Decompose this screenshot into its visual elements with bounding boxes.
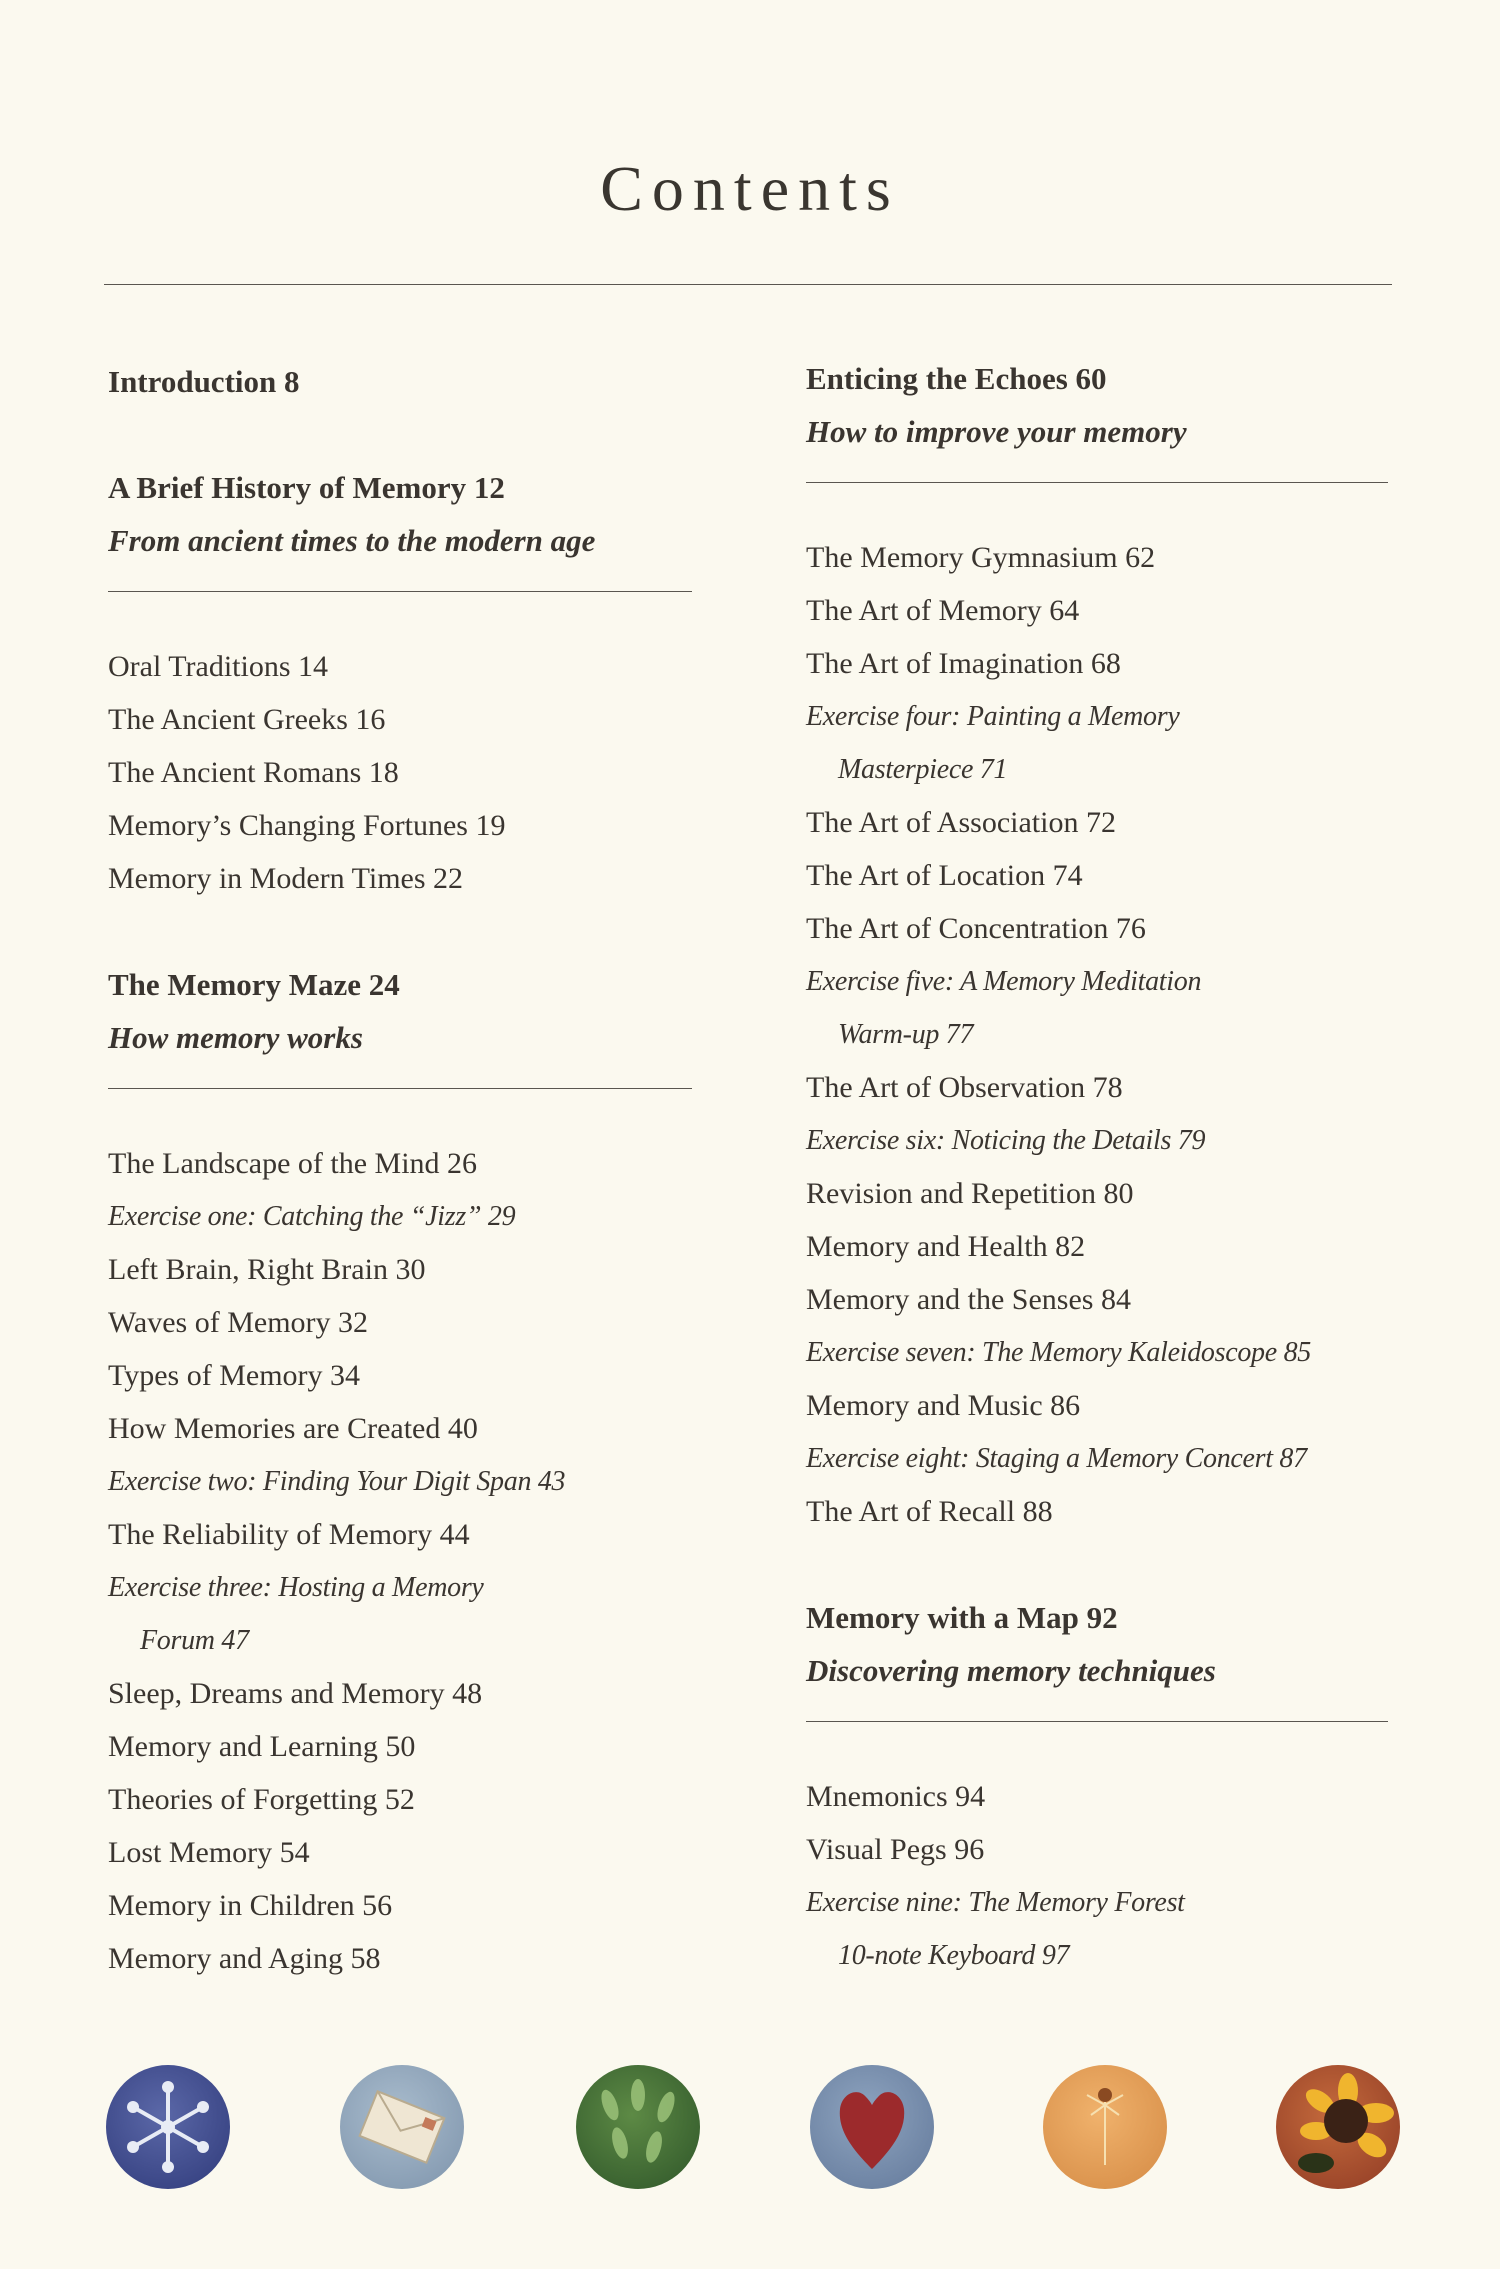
page-title: Contents xyxy=(600,153,900,224)
section-title[interactable]: The Memory Maze 24 xyxy=(108,967,400,1002)
toc-entry[interactable]: Memory and the Senses 84 xyxy=(806,1283,1131,1316)
toc-entry[interactable]: The Art of Recall 88 xyxy=(806,1495,1053,1528)
sunflower-icon xyxy=(1276,2065,1400,2189)
toc-entry[interactable]: The Art of Association 72 xyxy=(806,806,1116,839)
toc-exercise-entry-continued[interactable]: Forum 47 xyxy=(140,1625,249,1656)
section-rule xyxy=(806,1721,1388,1722)
toc-exercise-entry[interactable]: Exercise two: Finding Your Digit Span 43 xyxy=(108,1466,566,1497)
toc-entry[interactable]: How Memories are Created 40 xyxy=(108,1412,478,1445)
heart-icon xyxy=(810,2065,934,2189)
toc-entry[interactable]: Oral Traditions 14 xyxy=(108,650,329,683)
toc-entry[interactable]: Memory and Learning 50 xyxy=(108,1730,416,1763)
decorative-icon-row xyxy=(0,2065,1500,2195)
toc-entry[interactable]: Revision and Repetition 80 xyxy=(806,1177,1134,1210)
toc-entry[interactable]: Visual Pegs 96 xyxy=(806,1833,985,1866)
toc-entry[interactable]: Left Brain, Right Brain 30 xyxy=(108,1253,426,1286)
toc-entry[interactable]: The Art of Imagination 68 xyxy=(806,647,1121,680)
toc-exercise-entry-continued[interactable]: Masterpiece 71 xyxy=(838,754,1008,785)
toc-exercise-entry[interactable]: Exercise three: Hosting a Memory xyxy=(108,1572,484,1603)
section-rule xyxy=(108,591,692,592)
toc-entry[interactable]: Memory and Music 86 xyxy=(806,1389,1081,1422)
coneflower-icon xyxy=(1043,2065,1167,2189)
toc-entry[interactable]: Memory and Health 82 xyxy=(806,1230,1086,1263)
toc-entry[interactable]: The Ancient Romans 18 xyxy=(108,756,399,789)
section-title[interactable]: A Brief History of Memory 12 xyxy=(108,470,505,505)
section-title[interactable]: Memory with a Map 92 xyxy=(806,1600,1118,1635)
toc-entry[interactable]: Sleep, Dreams and Memory 48 xyxy=(108,1677,483,1710)
toc-exercise-entry-continued[interactable]: 10-note Keyboard 97 xyxy=(838,1940,1070,1971)
section-enticing-echoes xyxy=(806,352,1406,1538)
envelope-icon xyxy=(340,2065,464,2189)
toc-exercise-entry[interactable]: Exercise six: Noticing the Details 79 xyxy=(806,1125,1206,1156)
toc-entry[interactable]: Lost Memory 54 xyxy=(108,1836,310,1869)
section-brief-history xyxy=(108,461,708,905)
leaves-icon xyxy=(576,2065,700,2189)
left-column xyxy=(108,355,708,1985)
toc-entry[interactable]: Waves of Memory 32 xyxy=(108,1306,369,1339)
toc-exercise-entry-continued[interactable]: Warm-up 77 xyxy=(838,1019,974,1050)
toc-exercise-entry[interactable]: Exercise eight: Staging a Memory Concert 87 xyxy=(806,1443,1307,1474)
toc-entry[interactable]: The Art of Location 74 xyxy=(806,859,1083,892)
toc-entry[interactable]: The Landscape of the Mind 26 xyxy=(108,1147,478,1180)
section-subtitle: Discovering memory techniques xyxy=(806,1653,1216,1688)
section-memory-maze xyxy=(108,958,708,1985)
section-subtitle: How to improve your memory xyxy=(806,414,1187,449)
toc-exercise-entry[interactable]: Exercise four: Painting a Memory xyxy=(806,701,1180,732)
toc-entry[interactable]: Memory in Modern Times 22 xyxy=(108,862,464,895)
toc-entry[interactable]: Theories of Forgetting 52 xyxy=(108,1783,415,1816)
toc-entry[interactable]: The Art of Concentration 76 xyxy=(806,912,1146,945)
toc-entry[interactable]: The Reliability of Memory 44 xyxy=(108,1518,470,1551)
snowflake-icon xyxy=(106,2065,230,2189)
section-subtitle: How memory works xyxy=(108,1020,363,1055)
toc-entry[interactable]: The Art of Observation 78 xyxy=(806,1071,1123,1104)
right-column xyxy=(806,352,1406,1982)
toc-entry[interactable]: Memory’s Changing Fortunes 19 xyxy=(108,809,506,842)
toc-exercise-entry[interactable]: Exercise five: A Memory Meditation xyxy=(806,966,1202,997)
toc-entry[interactable]: Memory and Aging 58 xyxy=(108,1942,381,1975)
toc-exercise-entry[interactable]: Exercise one: Catching the “Jizz” 29 xyxy=(108,1201,516,1232)
section-memory-map xyxy=(806,1591,1406,1982)
title-rule xyxy=(104,284,1392,285)
toc-exercise-entry[interactable]: Exercise seven: The Memory Kaleidoscope 85 xyxy=(806,1337,1311,1368)
toc-entry[interactable]: The Memory Gymnasium 62 xyxy=(806,541,1156,574)
toc-entry[interactable]: The Ancient Greeks 16 xyxy=(108,703,386,736)
section-subtitle: From ancient times to the modern age xyxy=(108,523,596,558)
toc-entry[interactable]: Mnemonics 94 xyxy=(806,1780,986,1813)
toc-entry[interactable]: Types of Memory 34 xyxy=(108,1359,361,1392)
section-rule xyxy=(108,1088,692,1089)
toc-entry[interactable]: The Art of Memory 64 xyxy=(806,594,1080,627)
toc-entry[interactable]: Memory in Children 56 xyxy=(108,1889,393,1922)
intro-title[interactable]: Introduction 8 xyxy=(108,364,300,399)
section-rule xyxy=(806,482,1388,483)
section-title[interactable]: Enticing the Echoes 60 xyxy=(806,361,1107,396)
toc-exercise-entry[interactable]: Exercise nine: The Memory Forest xyxy=(806,1887,1185,1918)
